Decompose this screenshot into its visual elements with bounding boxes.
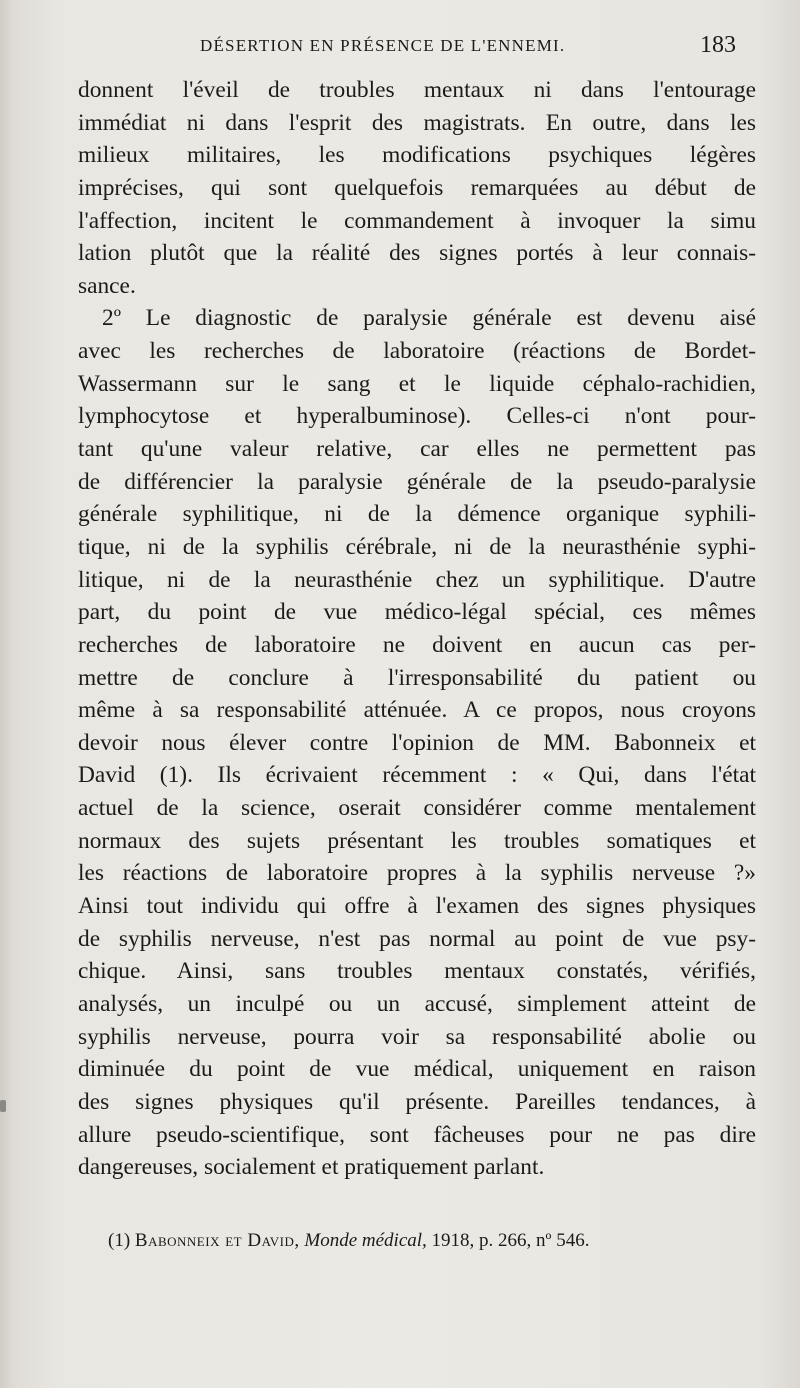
page-header <box>80 34 760 66</box>
text-line: David (1). Ils écrivaient récemment : « Qui, dans l'état <box>78 762 756 789</box>
text-line: tant qu'une valeur relative, car elles ne permettent pas <box>78 436 756 463</box>
text-line: syphilis nerveuse, pourra voir sa responsabilité abolie ou <box>78 1023 756 1050</box>
text-line: dangereuses, socialement et pratiquement parlant. <box>78 1154 545 1181</box>
text-line: sance. <box>78 272 136 299</box>
text-line: tique, ni de la syphilis cérébrale, ni de la neurasthénie syphi- <box>78 533 756 560</box>
text-line: des signes physiques qu'il présente. Pareilles tendances, à <box>78 1088 756 1115</box>
gutter-mark <box>0 1100 6 1112</box>
footnote-authors: Babonneix et David, <box>134 1230 300 1251</box>
text-line: analysés, un inculpé ou un accusé, simplement atteint de <box>78 990 756 1017</box>
footnote-journal: Monde médical, <box>304 1230 427 1251</box>
text-line: devoir nous élever contre l'opinion de MM. Babonneix et <box>78 729 756 756</box>
footnote-marker: (1) <box>108 1230 131 1251</box>
text-line: part, du point de vue médico-légal spécial, ces mêmes <box>78 599 756 626</box>
text-line: Ainsi tout individu qui offre à l'examen des signes physiques <box>78 893 756 920</box>
page-number: 183 <box>700 32 736 58</box>
running-title: DÉSERTION EN PRÉSENCE DE L'ENNEMI. <box>200 36 566 55</box>
text-line: immédiat ni dans l'esprit des magistrats. En outre, dans les <box>78 109 756 136</box>
footnote <box>108 1230 589 1252</box>
text-line: imprécises, qui sont quelquefois remarquées au début de <box>78 174 756 201</box>
text-line: lymphocytose et hyperalbuminose). Celles-ci n'ont pour- <box>78 403 756 430</box>
text-line: actuel de la science, oserait considérer comme mentalement <box>78 795 756 822</box>
text-line: de différencier la paralysie générale de la pseudo-paralysie <box>78 468 756 495</box>
text-line: milieux militaires, les modifications psychiques légères <box>78 142 756 169</box>
text-line: lation plutôt que la réalité des signes portés à leur connais- <box>78 240 756 267</box>
text-line: allure pseudo-scientifique, sont fâcheuses pour ne pas dire <box>78 1121 756 1148</box>
text-line: de syphilis nerveuse, n'est pas normal au point de vue psy- <box>78 925 756 952</box>
text-line: Wassermann sur le sang et le liquide céphalo-rachidien, <box>78 370 756 397</box>
text-line: les réactions de laboratoire propres à la syphilis nerveuse ?» <box>78 860 756 887</box>
text-line: 2º Le diagnostic de paralysie générale est devenu aisé <box>102 305 756 332</box>
text-line: normaux des sujets présentant les troubles somatiques et <box>78 827 756 854</box>
text-line: chique. Ainsi, sans troubles mentaux constatés, vérifiés, <box>78 958 756 985</box>
body-text <box>78 74 756 1184</box>
text-line: même à sa responsabilité atténuée. A ce propos, nous croyons <box>78 697 756 724</box>
text-line: mettre de conclure à l'irresponsabilité du patient ou <box>78 664 756 691</box>
text-line: avec les recherches de laboratoire (réactions de Bordet- <box>78 338 756 365</box>
footnote-details: 1918, p. 266, nº 546. <box>431 1230 590 1251</box>
text-line: l'affection, incitent le commandement à invoquer la simu <box>78 207 756 234</box>
text-line: générale syphilitique, ni de la démence organique syphili- <box>78 501 756 528</box>
text-line: litique, ni de la neurasthénie chez un syphilitique. D'autre <box>78 566 756 593</box>
text-line: recherches de laboratoire ne doivent en aucun cas per- <box>78 631 756 658</box>
text-line: diminuée du point de vue médical, uniquement en raison <box>78 1056 756 1083</box>
text-line: donnent l'éveil de troubles mentaux ni dans l'entourage <box>78 77 756 103</box>
